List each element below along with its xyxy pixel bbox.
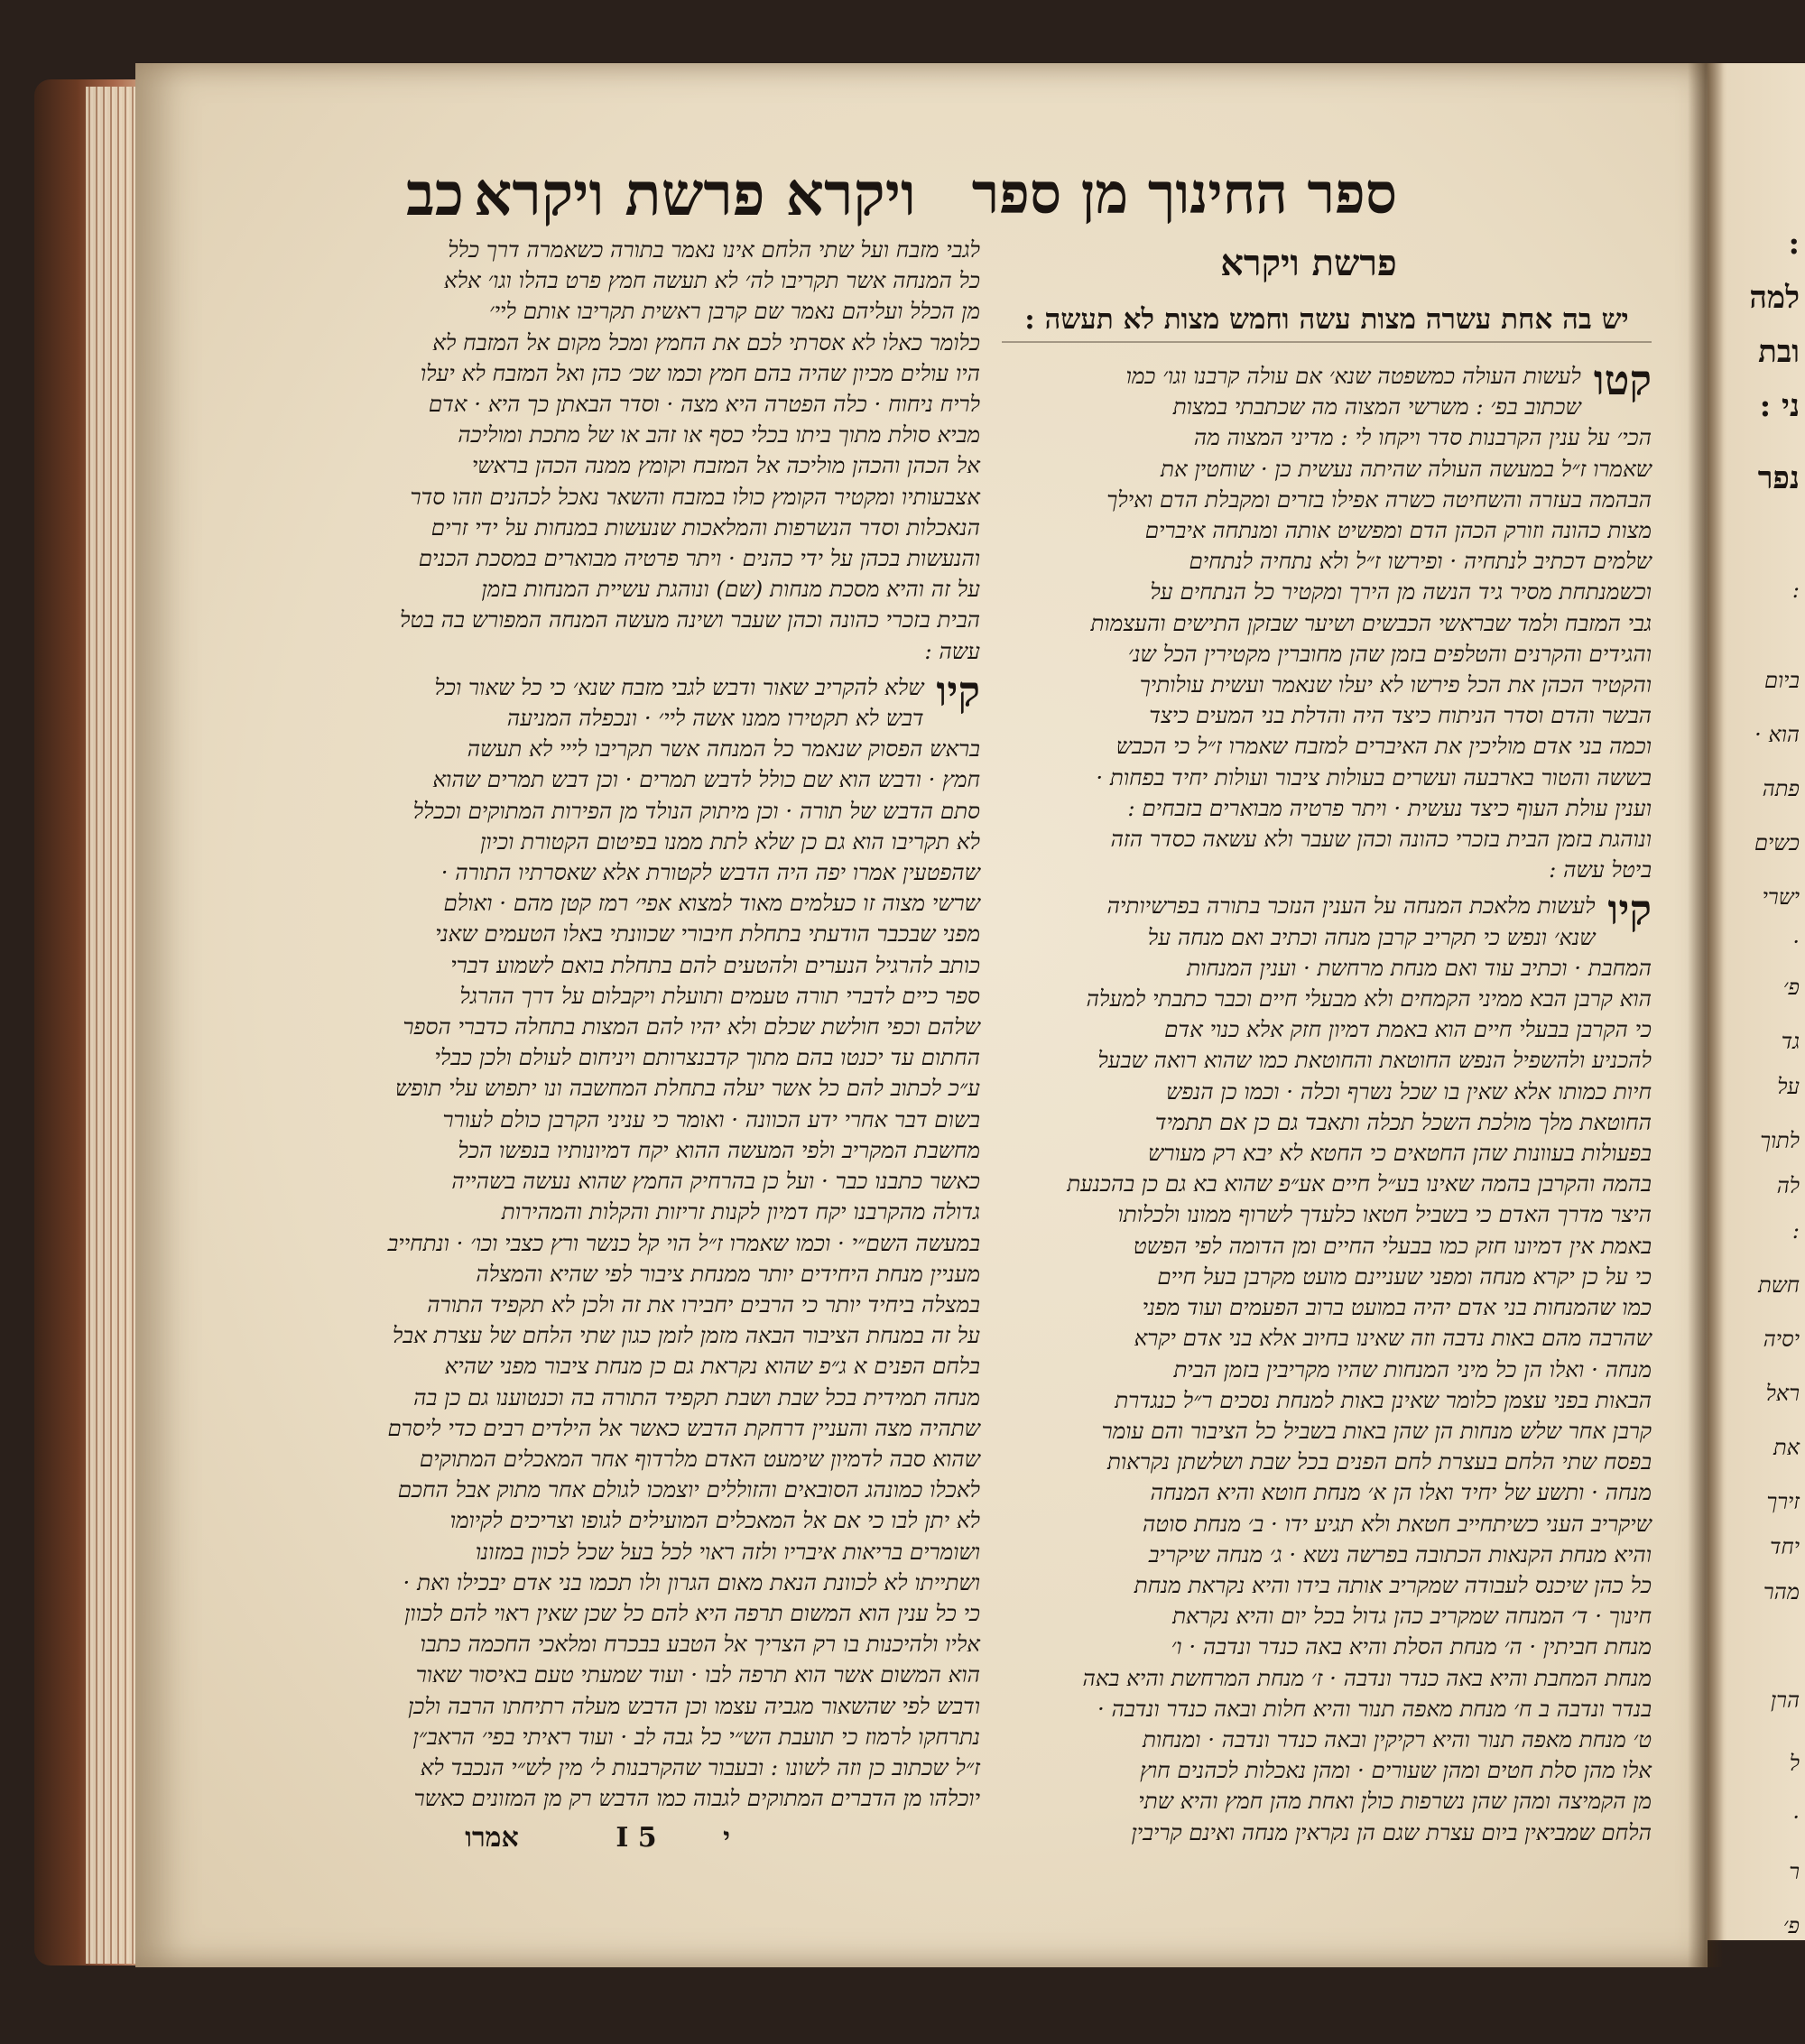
adjacent-page-fragment: : (1791, 1218, 1800, 1244)
text-line: אלו מהן סלת חטים ומהן שעורים · ומהן נאכלות לכהנים חוץ (1140, 1757, 1652, 1784)
text-line: אליו ולהיכנות בו רק הצריך אל הטבע בבכרח ומלאכי החכמה כתבו (420, 1631, 980, 1658)
adjacent-page-fragment: ביום (1764, 668, 1800, 693)
text-line: בלחם הפנים א ג״פ שהוא נקראת גם כן מנחת ציבור מפני שהיא (444, 1353, 980, 1380)
text-line: לא תקריבו הוא גם כן שלא לתת ממנו בפיטום הקטורת וכיון (480, 828, 980, 855)
text-line: בהמה והקרבן בהמה שאינו בע״ל חיים אע״פ שהוא בא גם כן בהכנעת (1067, 1170, 1652, 1198)
mitzvah-paragraph (1002, 356, 1652, 885)
text-line: במצלה ביחיד יותר כי הרבים יחבירו את זה ולכן לא תקפיד התורה (427, 1290, 980, 1318)
text-line: דבש לא תקטירו ממנו אשה ליי׳ · ונכפלה המניעה (506, 705, 924, 732)
adjacent-page-fragment: · (1792, 930, 1800, 955)
text-line: שכתוב בפ׳ : משרשי המצוה מה שכתבתי במצות (1172, 393, 1581, 421)
adjacent-page-fragment: לתוך (1760, 1128, 1800, 1153)
text-line: גבי המזבח ולמד שבראשי הכבשים ושיער שבזקן התישים והעצמות (1090, 609, 1652, 636)
adjacent-page-fragment: חשת (1758, 1272, 1800, 1298)
adjacent-page-fragment: הרן (1771, 1688, 1800, 1713)
adjacent-page-fragment: פ׳ (1782, 1913, 1800, 1938)
text-line: על זה במנחת הציבור הבאה מזמן לזמן כגון שתי הלחם של עצרת אבל (392, 1322, 980, 1349)
text-line: נתרחקו לרמוז כי תועבת הש״י כל גבה לב · ועוד ראיתי בפי׳ הראב״ן (412, 1723, 980, 1750)
text-line: ונוהגת בזמן הבית בזכרי כהונה וכהן שעבר ולא עשאה כסדר הזה (1110, 826, 1652, 853)
text-line: שהוא סבה לדמיון שימעט האדם מלרדוף אחר המאכלים המתוקים (419, 1445, 980, 1472)
text-line: החתום עד יכנטו בהם מתוך קדבנצרותם ויניחום לעולם ולכן כבלי (434, 1044, 980, 1071)
page-footer (451, 1816, 812, 1861)
text-line: מעניין מנחת היחידים יותר ממנחת ציבור לפי שהיא והמצלה (476, 1260, 980, 1287)
text-line: מנחה תמידית בכל שבת ושבת תקפיד התורה בה וכנטוענו גם כן בה (413, 1383, 980, 1410)
text-line: היצר מדרך האדם כי בשביל חטאו כלעדך לשרוף ממונו ולכלותו (1117, 1201, 1652, 1228)
mitzvah-number: קטו (1593, 356, 1652, 404)
text-line: ושומרים בריאות איבריו ולזה ראוי לכל בעל שכל לכוון במזונו (475, 1538, 980, 1565)
text-line: ט׳ מנחת מאפה תנור והיא רקיקין ובאה כנדר ונדבה · ומנחות (1142, 1725, 1652, 1753)
mitzvah-number: קיו (936, 666, 980, 716)
text-line: כי כל ענין הוא המשום תרפה היא להם כל שכן שאין ראוי להם לכוון (404, 1599, 980, 1626)
adjacent-page-fragment: · (1792, 1805, 1800, 1830)
text-line: יוכלהו מן הדברים המתוקים לגבוה כמו הדבש רק מן המזונים כאשר (413, 1785, 980, 1812)
text-line: שרשי מצוה זו כעלמים מאוד למצוא אפי׳ רמז קטן מהם · ואולם (443, 890, 980, 917)
text-line: מחשבת המקריב ולפי המעשה ההוא יקח דמיונותיו בנפשו הכל (458, 1136, 980, 1163)
text-line: סתם הדבש של תורה · וכן מיתוק הנולד מן הפירות המתוקים וככלל (412, 797, 980, 824)
text-line: מנחה · ותשע של יחיד ואלו הן א׳ מנחת חוטא והיא המנחה (1150, 1479, 1652, 1506)
text-line: לעשות העולה כמשפטה שנא׳ אם עולה קרבנו וגו׳ כמו (1125, 363, 1581, 389)
text-line: מנחה · ואלו הן כל מיני המנחות שהיו מקריבין בזמן הבית (1173, 1355, 1652, 1383)
text-line: הבהמה בעזרה והשחיטה כשרה אפילו בזרים ומקבלת הדם ואילך (1106, 486, 1652, 513)
text-line: ודבש לפי שהשאור מגביה עצמו וכן הדבש מעלה רתיחתו הרבה ולכן (408, 1692, 980, 1719)
text-line: חמץ · ודבש הוא שם כולל לדבש תמרים · וכן דבש תמרים שהוא (432, 766, 980, 793)
adjacent-page-fragment: פ׳ (1782, 975, 1800, 1000)
signature-mark: I 5 (616, 1822, 657, 1854)
text-line: הלחם שמביאין ביום עצרת שגם הן נקראין מנחה ואינם קריבין (1131, 1818, 1652, 1845)
adjacent-page-fragment: ל (1789, 1751, 1800, 1776)
text-line: כל המנחה אשר תקריבו לה׳ לא תעשה חמץ פרט בהלו וגו׳ אלא (443, 267, 980, 294)
adjacent-page-text (1715, 217, 1805, 1938)
text-line: מביא סולת מתוך ביתו בכלי כסף או זהב או של מתכת ומוליכה (458, 421, 980, 449)
text-line: לגבי מזבח ועל שתי הלחם אינו נאמר בתורה כשאמרה דרך כלל (448, 236, 980, 263)
catchword: אמרו (465, 1822, 519, 1854)
adjacent-page-fragment: יסיה (1763, 1327, 1800, 1352)
adjacent-page-fragment: נפר (1757, 460, 1800, 496)
text-line: כל כהן שיכנס לעבודה שמקריב אותה בידו והיא נקראת מנחת (1134, 1571, 1652, 1598)
text-line: באמת אין דמיונו חזק כמו בבעלי החיים ומן הדומה לפי הפשט (1133, 1232, 1652, 1259)
footer-mark: י (723, 1822, 730, 1854)
section-title: פרשת ויקרא (1220, 242, 1397, 284)
text-line: בשום דבר אחרי ידע הכוונה · ואומר כי עניני הקרבן כולם לעורר (442, 1105, 980, 1133)
text-line: כמו שהמנחות בני אדם יהיה במועט ברוב הפעמים ועוד מפני (1142, 1294, 1652, 1321)
adjacent-page-fragment: על (1777, 1074, 1800, 1099)
adjacent-page-fragment: יחד (1770, 1534, 1800, 1559)
text-line: וענין עולת העוף כיצד נעשית · ויתר פרטיה מבוארים בזבחים : (1127, 794, 1652, 821)
adjacent-page-fragment: ובת (1758, 334, 1800, 370)
text-line: בראש הפסוק שנאמר כל המנחה אשר תקריבו לייי לא תעשה (467, 735, 980, 763)
adjacent-page-fragment: למה (1749, 280, 1800, 316)
text-line: לעשות מלאכת המנחה על הענין הנזכר בתורה בפרשיותיה (1106, 893, 1596, 920)
text-line: הוא המשום אשר הוא תרפה לבו · ועוד שמעתי טעם באיסור שאור (415, 1661, 980, 1688)
adjacent-page-fragment: את (1773, 1435, 1800, 1460)
text-line: שהרבה מהם באות נדבה וזה שאינו בחיוב אלא בני אדם יקרא (1134, 1325, 1652, 1352)
text-line: הבשר והדם וסדר הניתוח כיצד היה והדלת בני המעים כיצד (1149, 702, 1652, 729)
adjacent-page-fragment: ישרי (1762, 884, 1800, 910)
text-line: לריח ניחוח · כלה הפטרה היא מצה · וסדר הבאתן כך היא · אדם (428, 391, 980, 418)
text-line: שלמים דכתיב לנתחיה · ופירשו ז״ל ולא נתחיה לנתחים (1189, 548, 1652, 575)
text-line: הנאכלות וסדר הנשרפות והמלאכות שנעשות במנחות על ידי זרים (430, 513, 980, 541)
mitzvah-paragraph (1002, 885, 1652, 1847)
text-line: שלא להקריב שאור ודבש לגבי מזבח שנא׳ כי כל שאור וכל (434, 673, 924, 700)
text-line: גדולה מהקרבנו יקח דמיון לקנות זריזות והקלות והמהירות (501, 1198, 980, 1225)
text-line: היו עולים מכיון שהיה בהם חמץ וכמו שכ׳ כהן ואל המזבח לא יעלו (420, 359, 980, 386)
adjacent-page-fragment: לה (1776, 1173, 1800, 1198)
text-line: כלומר כאלו לא אסרתי לכם את החמץ ומכל מקום אל המזבח לא (432, 328, 980, 356)
text-line: מפני שבכבר הודעתי בתחלת חיבורי שכוונתי באלו הטעמים שאני (435, 920, 980, 948)
adjacent-page-fragment: ר (1789, 1859, 1800, 1884)
text-line: להכניע ולהשפיל הנפש החוטאת והחוטאת כמו שהוא רואה שבעל (1097, 1047, 1652, 1074)
mitzvah-number: קיו (1607, 885, 1652, 935)
text-line: חיות כמותו אלא שאין בו שכל נשרף וכלה · וכמו כן הנפש (1166, 1077, 1652, 1105)
text-line: ביטל עשה : (1549, 856, 1652, 883)
text-line: ע״כ לכתוב להם כל אשר יעלה בתחלת המחשבה ונו יתפוש עלי תופש (395, 1075, 980, 1102)
text-line: החוטאת מלך מולכת השכל תכלה ותאבד גם כן אם תתמיד (1154, 1108, 1652, 1135)
adjacent-page-fragment: מהר (1763, 1579, 1800, 1605)
heading-rule (1002, 341, 1652, 343)
text-line: עשה : (924, 637, 980, 664)
text-line: הבית בזכרי כהונה וכהן שעבר ושינה מעשה המנחה המפורש בה בטל (399, 606, 980, 634)
text-line: מנחת חביתין · ה׳ מנחת הסלת והיא באה כנדר ונדבה · ו׳ (1171, 1633, 1652, 1660)
text-line: קרבן אחר שלש מנחות הן שהן באות בשביל כל הציבור והם עומר (1101, 1417, 1652, 1444)
adjacent-page-fragment: גד (1781, 1029, 1800, 1054)
text-line: כאשר כתבנו כבר · ועל כן בהרחיק החמץ שהוא נעשה בשהייה (451, 1168, 980, 1195)
text-line: והיא מנחת הקנאות הכתובה בפרשה נשא · ג׳ מנחה שיקריב (1148, 1540, 1652, 1568)
adjacent-page-fragment: ני : (1759, 388, 1800, 424)
text-line: שאמרו ז״ל במעשה העולה שהיתה נעשית כן · שוחטין את (1161, 455, 1652, 482)
text-line: וכמה בני אדם מוליכין את האיברים למזבח שאמרו ז״ל כי הכבש (1115, 733, 1652, 760)
adjacent-page-fragment: ראל (1765, 1381, 1800, 1406)
mitzvah-paragraph (341, 666, 980, 1815)
adjacent-page-fragment: כשים (1754, 830, 1800, 856)
text-line: לא יתן לבו כי אם אל המאכלים המועילים לגופו וצריכים לקיומו (449, 1507, 980, 1534)
text-line: ז״ל שכתוב כן וזה לשונו : ובעבור שהקרבנות ל׳ מין לש״י הנכבד לא (420, 1753, 980, 1780)
text-line: בששה והטור בארבעה ועשרים בעולות ציבור ועולות יחיד בפחות · (1096, 763, 1652, 791)
text-line: אצבעותיו ומקטיר הקומץ כולו במזבח והשאר נאכל לכהנים וזהו סדר (410, 483, 980, 510)
right-text-column (1002, 356, 1652, 1845)
text-line: הבאות בפני עצמן כלומר שאינן באות למנחת נסכים ר״ל כנגדרת (1115, 1386, 1652, 1413)
text-line: ושתייתו לא לכוונת הנאת מאום הגרון ולו תכמו בני אדם יבכילו ואת · (403, 1568, 980, 1595)
text-line: וכשמנתחת מסיר גיד הנשה מן הירך ומקטיר כל הנתחים על (1150, 578, 1652, 606)
adjacent-page-fragment: : (1791, 578, 1800, 603)
text-line: ספר כיים לדברי תורה טעמים ותועלת ויקבלום על דרך ההרגל (459, 982, 980, 1009)
text-line: שלהם וכפי חולשת שכלם ולא יהיו להם המצות בתחלה כדברי הספר (403, 1013, 980, 1040)
text-line: מן הקמיצה ומהן שהן נשרפות כולן ואחת מהן חמץ והיא שתי (1138, 1788, 1652, 1815)
text-line: בפעולות בעוונות שהן החטאים כי החטא לא יבא רק מעורש (1148, 1140, 1652, 1167)
text-line: כי הקרבן בבעלי חיים הוא באמת דמיון חזק אלא כנוי אדם (1164, 1016, 1652, 1043)
running-header-right: ספר החינוך מן ספר (971, 161, 1397, 227)
text-line: חינוך · ד׳ המנחה שמקריב כהן גדול בכל יום והיא נקראת (1172, 1603, 1652, 1630)
text-line: בנדר ונדבה ב ח׳ מנחת מאפה תנור והיא חלות ובאה כנדר ונדבה · (1097, 1695, 1652, 1722)
text-line: אל הכהן והכהן מוליכה אל המזבח וקומץ ממנה הכהן בראשי (471, 452, 980, 479)
text-line: שנא׳ ונפש כי תקריב קרבן מנחה וכתיב ואם מנחה על (1147, 923, 1596, 950)
text-line: כותב להרגיל הנערים ולהטעים להם בתחלת בואם לשמוע דברי (450, 951, 980, 978)
running-header-left-text: ויקרא פרשת ויקרא (474, 159, 916, 229)
mitzvah-paragraph (341, 235, 980, 667)
adjacent-page-fragment: זירך (1766, 1489, 1800, 1514)
text-line: מן הכלל ועליהם נאמר שם קרבן ראשית תקריבו אותם ליי׳ (488, 298, 980, 325)
text-line: בפסח שתי הלחם בעצרת לחם הפנים בכל שבת ושלשתן נקראות (1106, 1448, 1652, 1475)
text-line: והנעשות בכהן על ידי כהנים · ויתר פרטיה מבוארים במסכת הכנים (418, 545, 980, 572)
text-line: מנחת המחבת והיא באה כנדר ונדבה · ז׳ מנחת המרחשת והיא באה (1082, 1664, 1652, 1691)
adjacent-page-fragment: הוא · (1754, 722, 1800, 747)
left-text-column (341, 235, 980, 1812)
text-line: הכי׳ על ענין הקרבנות סדר ויקחו לי : מדיני המצוה מה (1193, 424, 1652, 451)
text-line: הוא קרבן הבא ממיני הקמחים ולא מבעלי חיים וכבר כתבתי למעלה (1086, 985, 1652, 1013)
text-line: והקטיר הכהן את הכל פירשו לא יעלו שנאמר ועשית עולותיך (1139, 671, 1652, 698)
text-line: לאכלו כמונהג הסובאים והזוללים יוצמכו לגולם אחר מתוק אבל החכם (397, 1476, 980, 1503)
adjacent-page-fragment: : (1788, 226, 1800, 262)
folio-number: כב (406, 159, 465, 229)
text-line: המחבת · וכתיב עוד ואם מנחת מרחשת · וענין המנחות (1187, 954, 1652, 981)
text-line: שתהיה מצה והעניין דרחקת הדבש כאשר אל הילדים רבים כדי ליסרם (387, 1414, 980, 1441)
text-line: על זה והיא מסכת מנחות (שם) ונוהגת עשיית המנחות בזמן (481, 576, 980, 603)
text-line: במעשה השם״י · וכמו שאמרו ז״ל הוי קל כנשר ורץ כצבי וכו׳ · ונתחייב (387, 1229, 980, 1256)
text-line: שהפטעין אמרו יפה היה הדבש לקטורת אלא שאסרתיו התורה · (440, 859, 980, 886)
running-header-left (406, 153, 984, 235)
page-edges (86, 87, 142, 1964)
adjacent-page-fragment: פתה (1762, 776, 1800, 801)
text-line: שיקריב העני כשיתחייב חטאת ולא תגיע ידו · ב׳ מנחת סוטה (1142, 1510, 1652, 1537)
section-intro: יש בה אחת עשרה מצות עשה וחמש מצות לא תעשה : (1024, 303, 1629, 336)
text-line: כי על כן יקרא מנחה ומפני שעניינם מועט מקרבן בעל חיים (1157, 1262, 1652, 1290)
text-line: והגידים והקרנים והטלפים בזמן שהן מחוברין מקטירין הכל שנ׳ (1127, 640, 1652, 667)
text-line: מצות כהונה וזורק הכהן הדם ומפשיט אותה ומנתחה איברים (1144, 517, 1652, 544)
